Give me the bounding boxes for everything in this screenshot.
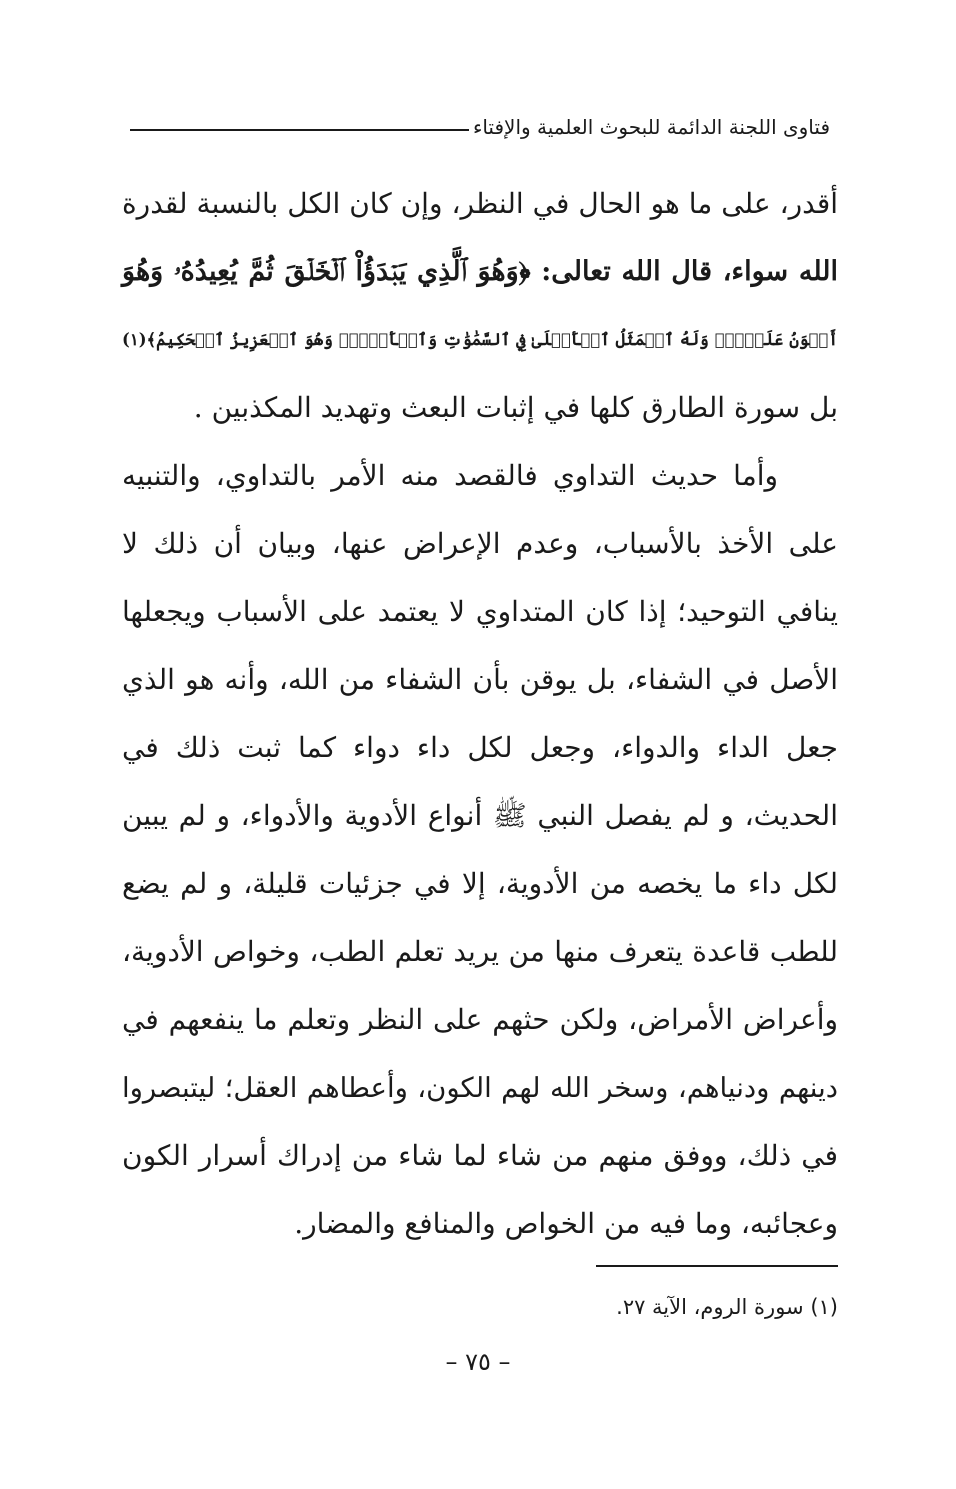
text-line: أقدر، على ما هو الحال في النظر، وإن كان الكل بالنسبة لقدرة — [122, 187, 838, 220]
footnote: (١) سورة الروم، الآية ٢٧. — [616, 1295, 838, 1319]
text-line: ينافي التوحيد؛ إذا كان المتداوي لا يعتمد على الأسباب ويجعلها — [122, 595, 838, 628]
text-line: جعل الداء والدواء، وجعل لكل داء دواء كما ثبت ذلك في — [122, 731, 838, 764]
paragraph-start-line: وأما حديث التداوي فالقصد منه الأمر بالتداوي، والتنبيه — [122, 459, 778, 492]
text-line: دينهم ودنياهم، وسخر الله لهم الكون، وأعطاهم العقل؛ ليتبصروا — [122, 1072, 838, 1104]
text-line: على الأخذ بالأسباب، وعدم الإعراض عنها، وبيان أن ذلك لا — [122, 527, 838, 560]
text-line: وعجائبه، وما فيه من الخواص والمنافع والمضار. — [294, 1207, 838, 1240]
text-line: وأعراض الأمراض، ولكن حثهم على النظر وتعلم ما ينفعهم في — [122, 1003, 839, 1036]
text-line: للطب قاعدة يتعرف منها من يريد تعلم الطب، وخواص الأدوية، — [122, 935, 838, 968]
text-line: لكل داء ما يخصه من الأدوية، إلا في جزئيات قليلة، و لم يضع — [122, 867, 838, 900]
running-header — [130, 112, 830, 142]
quran-verse-line: الله سواء، قال الله تعالى: ﴿وَهُوَ ٱلَّذِي يَبۡدَؤُاْ ٱلۡخَلۡقَ ثُمَّ يُعِيدُهُۥ وَهُوَ — [122, 256, 838, 287]
text-line: الحديث، و لم يفصل النبي ﷺ أنواع الأدوية والأدواء، و لم يبين — [122, 799, 838, 832]
text-line: بل سورة الطارق كلها في إثبات البعث وتهديد المكذبين . — [193, 391, 838, 424]
header-rule — [130, 129, 469, 131]
footnote-rule — [596, 1265, 838, 1267]
header-title: فتاوى اللجنة الدائمة للبحوث العلمية والإفتاء — [472, 115, 830, 139]
quran-verse-line: أَهۡوَنُ عَلَيۡهِۚ وَلَهُ ٱلۡمَثَلُ ٱلۡأَعۡلَىٰ فِي ٱلسَّمَٰوَٰتِ وَٱلۡأَرۡضِۚ وَهُوَ ٱلۡعَزِيزُ ٱلۡحَكِيمُ﴾(١) — [122, 330, 838, 349]
body-text — [122, 170, 838, 1258]
text-line: الأصل في الشفاء، بل يوقن بأن الشفاء من الله، وأنه هو الذي — [122, 663, 838, 696]
page-number: – ٧٥ – — [445, 1348, 511, 1376]
text-line: في ذلك، ووفق منهم من شاء لما شاء من إدراك أسرار الكون — [122, 1139, 838, 1172]
